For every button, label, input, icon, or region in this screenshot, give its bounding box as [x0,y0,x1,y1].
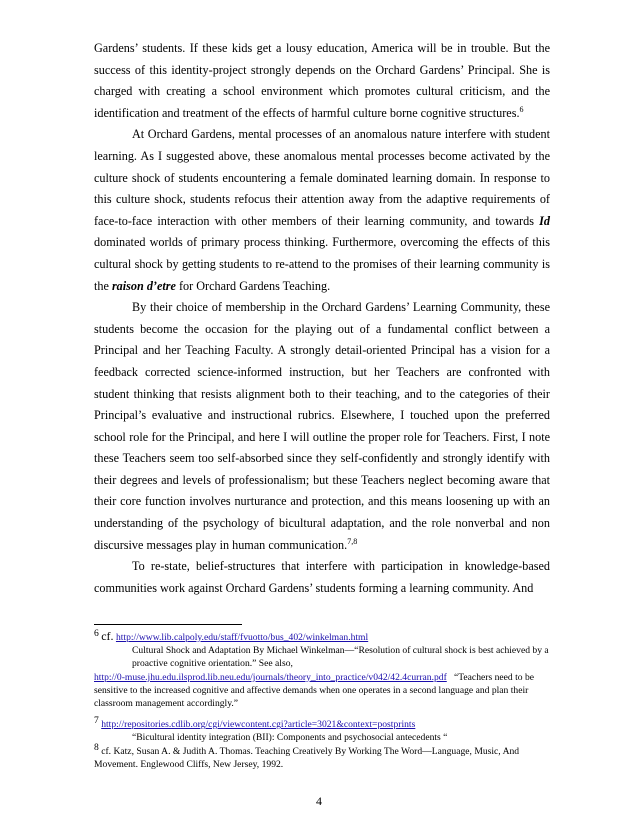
footnote-6-link-winkelman[interactable]: http://www.lib.calpoly.edu/staff/fvuotto/bus_402/winkelman.html [115,632,369,643]
paragraph-1 [94,38,550,124]
footnote-7-link-repositories[interactable]: http://repositories.cdlib.org/cgi/viewcontent.cgi?article=3021&context=postprints [101,719,416,731]
paragraph-3 [94,297,550,556]
footnote-6-line2 [94,644,550,670]
footnote-6 [94,627,550,710]
footnote-8 [94,741,550,771]
footnote-ref-7-8[interactable]: 7,8 [347,536,358,546]
footnote-6-quote: “Teachers need to be sensitive to the increased cognitive and affective demands when one operates in a second language and plan their classroom management accordingly.” [94,671,534,710]
raison-detre-term: raison d’etre [111,278,176,293]
footnote-7-line2-text: “Bicultural identity integration (BII): Components and psychosocial antecedents “ [132,732,448,744]
id-term: Id [539,213,550,228]
paragraph-1-text: Gardens’ students. If these kids get a lousy education, America will be in trouble. But the success of this identity-project strongly depends on the Orchard Gardens’ Principal. She is charged with creating a school environment which promotes cultural criticism, and the identification and treatment of the effects of harmful culture borne cognitive structures. [94,41,550,120]
footnote-6-line3 [94,671,550,711]
body-text [94,38,550,599]
footnote-8-text: cf. Katz, Susan A. & Judith A. Thomas. Teaching Creatively By Working The Word—Language, Music, And Movement. Englewood Cliffs, New Jersey, 1992. [94,745,520,770]
page-number: 4 [316,794,322,808]
footnotes [94,627,550,771]
paragraph-2-text-b: dominated worlds of primary process thinking. Furthermore, overcoming the effects of this cultural shock by getting students to re-attend to the promises of their learning community is the [94,235,550,293]
footnote-6-cf: cf. [101,629,114,643]
footnote-7-number: 7 [94,715,99,727]
paragraph-3-text: By their choice of membership in the Orchard Gardens’ Learning Community, these students become the occasion for the playing out of a fundamental conflict between a Principal and her Teaching Faculty. A strongly detail-oriented Principal has a vision for a feedback corrected science-informed instruction, but her Teachers are confronted with student thinking that resists alignment both to their teaching, and to the categories of their Principal’s evaluative and instructional rubrics. Elsewhere, I touched upon the preferred school role for the Principal, and here I will outline the proper role for Teachers. First, I note these Teachers seem too self-absorbed since they self-confidently and strongly identify with their degrees and levels of professionalism; but these Teachers neglect becoming aware that their core function involves nurturance and protection, and this means loosening up with an understanding of the psychology of bicultural adaptation, and the role nonverbal and non discursive messages play in human communication. [94,300,550,552]
paragraph-4 [94,556,550,599]
footnote-7 [94,715,550,744]
footnote-8-number: 8 [94,741,99,753]
paragraph-2 [94,124,550,297]
footnote-separator [94,624,242,625]
footnote-ref-6[interactable]: 6 [519,104,524,114]
footnote-7-line2 [94,731,550,744]
footnote-6-link-curran[interactable]: http://0-muse.jhu.edu.ilsprod.lib.neu.edu/journals/theory_into_practice/v042/42.4curran.pdf [94,671,447,683]
paragraph-2-text-c: for Orchard Gardens Teaching. [175,278,331,293]
footnote-6-line2-text: Cultural Shock and Adaptation By Michael Winkelman—“Resolution of cultural shock is best achieved by a proactive cognitive orientation.” See also, [132,645,549,670]
footnote-6-number: 6 [94,627,99,639]
paragraph-4-text: To re-state, belief-structures that interfere with participation in knowledge-based communities work against Orchard Gardens’ students forming a learning community. And [94,559,550,595]
paragraph-2-text-a: At Orchard Gardens, mental processes of an anomalous nature interfere with student learning. As I suggested above, these anomalous mental processes become activated by the culture shock of students encountering a female dominated learning domain. In response to this culture shock, students refocus their attention away from the adaptive requirements of face-to-face interaction with other members of their learning community, and towards [94,127,550,228]
